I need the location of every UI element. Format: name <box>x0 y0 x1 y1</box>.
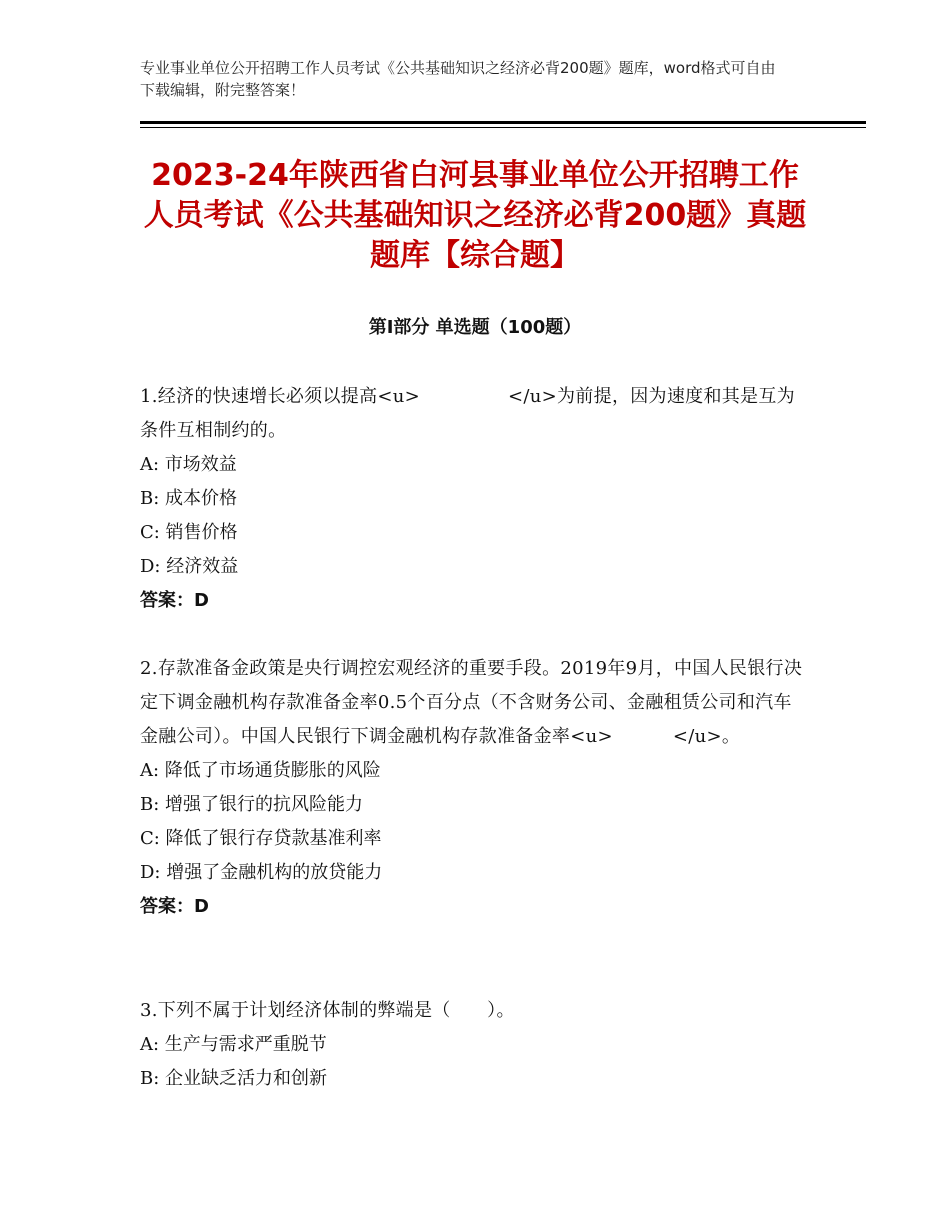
header-rule-thick <box>140 121 866 124</box>
option-c: C: 销售价格 <box>140 522 238 543</box>
answer-label: 答案：D <box>140 590 209 611</box>
stem-before: 2.存款准备金政策是央行调控宏观经济的重要手段。2019年9月，中国人民银行决定下调金融机构存款准备金率0.5个百分点（不含财务公司、金融租赁公司和汽车金融公司）。中国人民银行下调金融机构存款准备金率<u> <box>140 658 803 747</box>
question-1 <box>140 380 810 618</box>
option-a: A: 降低了市场通货膨胀的风险 <box>140 760 381 781</box>
header-note: 专业事业单位公开招聘工作人员考试《公共基础知识之经济必背200题》题库，word格式可自由下载编辑，附完整答案！ <box>140 59 776 99</box>
stem-before: 1.经济的快速增长必须以提高<u> <box>140 386 421 407</box>
answer-label: 答案：D <box>140 896 209 917</box>
option-c: C: 降低了银行存贷款基准利率 <box>140 828 382 849</box>
question-stem <box>140 380 810 448</box>
option-b: B: 成本价格 <box>140 488 238 509</box>
question-3 <box>140 994 810 1096</box>
option-b: B: 企业缺乏活力和创新 <box>140 1068 328 1089</box>
document-title: 2023-24年陕西省白河县事业单位公开招聘工作人员考试《公共基础知识之经济必背200题》真题题库【综合题】 <box>143 158 807 273</box>
question-stem <box>140 652 810 754</box>
option-b: B: 增强了银行的抗风险能力 <box>140 794 364 815</box>
stem-after: </u>。 <box>672 726 741 747</box>
option-a: A: 市场效益 <box>140 454 237 475</box>
section-heading: 第I部分 单选题（100题） <box>368 317 582 338</box>
option-d: D: 增强了金融机构的放贷能力 <box>140 862 383 883</box>
option-a: A: 生产与需求严重脱节 <box>140 1034 327 1055</box>
stem-after: </u>为前提，因为速度和其是互为条件互相制约的。 <box>140 386 795 441</box>
question-2 <box>140 652 810 924</box>
question-stem: 3.下列不属于计划经济体制的弊端是（ ）。 <box>140 1000 515 1021</box>
option-d: D: 经济效益 <box>140 556 239 577</box>
header-rule-thin <box>140 127 866 128</box>
